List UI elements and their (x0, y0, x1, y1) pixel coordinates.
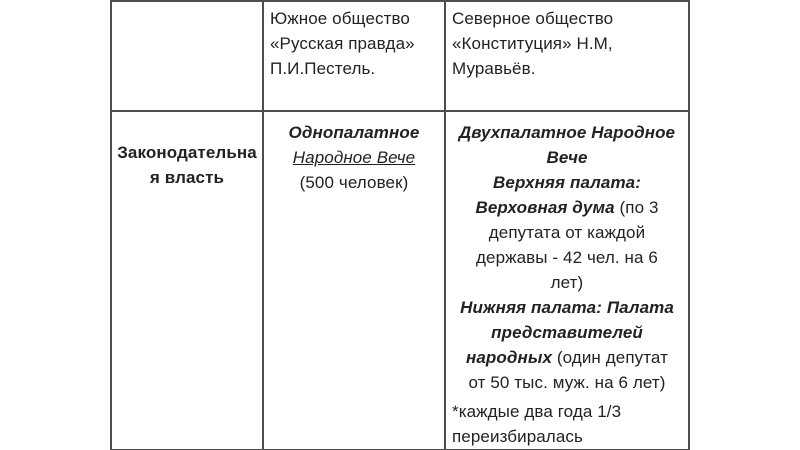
comparison-table (110, 0, 690, 450)
table-header-row (111, 1, 689, 111)
row-label-line: я власть (149, 168, 225, 187)
header-south-society (263, 1, 445, 111)
cell-south-legislative (263, 111, 445, 450)
header-south-line: П.И.Пестель. (270, 59, 376, 78)
north-lower-chamber-name: представителей (491, 323, 643, 342)
north-chamber-type-cont: Вече (546, 148, 588, 167)
north-footnote-line: *каждые два года 1/3 (452, 402, 622, 421)
north-lower-chamber-name-line (450, 345, 684, 370)
north-lower-chamber-name-end: народных (466, 348, 553, 367)
north-lower-chamber-note: (один депутат (552, 348, 668, 367)
south-veche-name: Народное Вече (292, 148, 416, 167)
north-upper-chamber-name-line (450, 195, 684, 220)
north-supreme-duma-note: (по 3 (614, 198, 659, 217)
north-chamber-type: Двухпалатное Народное (458, 123, 676, 142)
header-north-society (445, 1, 689, 111)
header-south-line: «Русская правда» (270, 34, 415, 53)
north-footnote-line: переизбиралась (452, 427, 583, 446)
north-footnote (450, 399, 684, 449)
north-upper-chamber-label: Верхняя палата: (493, 173, 641, 192)
header-north-line: «Конституция» Н.М, (452, 34, 613, 53)
north-upper-chamber-detail: лет) (550, 273, 584, 292)
north-lower-chamber-label: Нижняя палата: Палата (460, 298, 674, 317)
south-veche-size: (500 человек) (299, 173, 409, 192)
header-empty-cell (111, 1, 263, 111)
north-upper-chamber-detail: депутата от каждой (488, 223, 646, 242)
table-row-legislative (111, 111, 689, 450)
comparison-table-container (110, 0, 688, 446)
north-supreme-duma: Верховная дума (475, 198, 615, 217)
header-north-line: Муравьёв. (452, 59, 536, 78)
header-north-line: Северное общество (452, 9, 614, 28)
north-lower-chamber-detail: от 50 тыс. муж. на 6 лет) (468, 373, 666, 392)
row-label-legislative-power (111, 111, 263, 450)
row-label-line: Законодательна (117, 143, 257, 162)
header-south-line: Южное общество (270, 9, 410, 28)
south-chamber-type: Однопалатное (288, 123, 420, 142)
cell-north-legislative (445, 111, 689, 450)
north-upper-chamber-detail: державы - 42 чел. на 6 (476, 248, 658, 267)
